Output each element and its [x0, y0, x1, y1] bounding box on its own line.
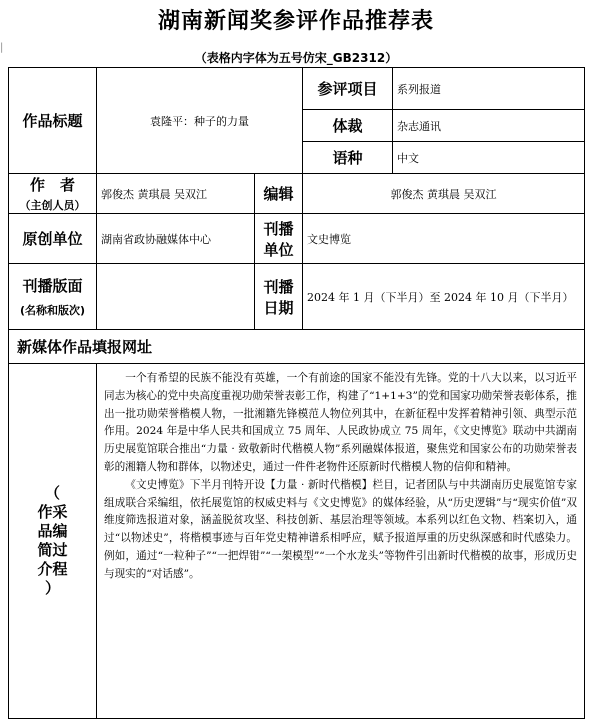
publisher-label-line1: 刊播 — [263, 219, 294, 238]
new-media-url-label: 新媒体作品填报网址 — [9, 330, 585, 364]
work-title-value: 袁隆平：种子的力量 — [97, 68, 303, 174]
language-label: 语种 — [303, 142, 393, 174]
intro-label-line-3: 简过 — [37, 541, 68, 559]
date-label-line2: 日期 — [263, 298, 294, 317]
edition-label: 刊播版面 — [22, 277, 83, 295]
author-label: 作 者 — [29, 176, 75, 194]
editor-label: 编辑 — [255, 174, 303, 214]
edition-value — [97, 264, 255, 330]
intro-label-line-4: 介程 — [37, 560, 68, 578]
origin-value: 湖南省政协融媒体中心 — [97, 214, 255, 264]
intro-content — [97, 364, 585, 719]
intro-paragraph-2: 《文史博览》下半月刊特开设【力量 · 新时代楷模】栏目，记者团队与中共湖南历史展览馆专家组成联合采编组，依托展览馆的权威史料与《文史博览》的媒体经验，从“历史逻辑”与“现实价值”双维度筛选报道对象，涵盖脱贫攻坚、科技创新、基层治理等领域。本系列以红色文物、档案切入，通过“以物述史”，将楷模事迹与百年党史精神谱系相呼应，赋予报道厚重的历史纵深感和时代感染力。例如，通过“一粒种子”“一把焊钳”“一架模型”“一个水龙头”等物件引出新时代楷模的故事，形成历史与现实的“对话感”。 — [104, 478, 577, 580]
genre-value: 杂志通讯 — [393, 110, 585, 142]
intro-label-cell — [9, 364, 97, 719]
date-value: 2024 年 1 月（下半月）至 2024 年 10 月（下半月） — [303, 264, 585, 330]
publisher-value: 文史博览 — [303, 214, 585, 264]
publisher-label-cell — [255, 214, 303, 264]
category-label: 参评项目 — [303, 68, 393, 110]
intro-label-close-mark: ） — [44, 579, 60, 597]
work-title-label: 作品标题 — [9, 68, 97, 174]
date-label-cell — [255, 264, 303, 330]
form-subtitle: （表格内字体为五号仿宋_GB2312） — [194, 51, 398, 65]
intro-label-line-2: 品编 — [37, 522, 68, 540]
author-value: 郭俊杰 黄琪晨 吴双江 — [97, 174, 255, 214]
origin-label: 原创单位 — [9, 214, 97, 264]
language-value: 中文 — [393, 142, 585, 174]
date-label-line1: 刊播 — [263, 277, 294, 296]
category-value: 系列报道 — [393, 68, 585, 110]
editor-value: 郭俊杰 黄琪晨 吴双江 — [303, 174, 585, 214]
edition-label-cell — [9, 264, 97, 330]
form-title: 湖南新闻奖参评作品推荐表 — [157, 9, 434, 34]
intro-label-open-mark: （ — [44, 484, 60, 502]
publisher-label-line2: 单位 — [263, 240, 294, 259]
edition-sublabel: (名称和版次) — [19, 304, 86, 317]
author-sublabel: （主创人员） — [19, 199, 86, 212]
intro-paragraph-1: 一个有希望的民族不能没有英雄，一个有前途的国家不能没有先锋。党的十八大以来，以习近平同志为核心的党中央高度重视功勋荣誉表彰工作，构建了“1+1+3”的党和国家功勋荣誉表彰体系，推出一批功勋荣誉楷模人物，一批湘籍先锋模范人物位列其中，在新征程中发挥着精神引领、典型示范作用。2024 年是中华人民共和国成立 75 周年、人民政协成立 75 周年，《文史博览》联动中共湖南历史展览馆联合推出“力量 · 致敬新时代楷模人物”系列融媒体报道，聚焦党和国家公布的功勋荣誉表彰的湘籍人物和群体，以物述史，通过一件件老物件还原新时代楷模人物的信仰和精神。 — [104, 372, 577, 473]
author-label-cell — [9, 174, 97, 214]
genre-label: 体裁 — [303, 110, 393, 142]
intro-label-line-1: 作采 — [37, 503, 68, 521]
recommendation-form-table — [8, 67, 585, 719]
margin-mark: | — [0, 42, 4, 53]
